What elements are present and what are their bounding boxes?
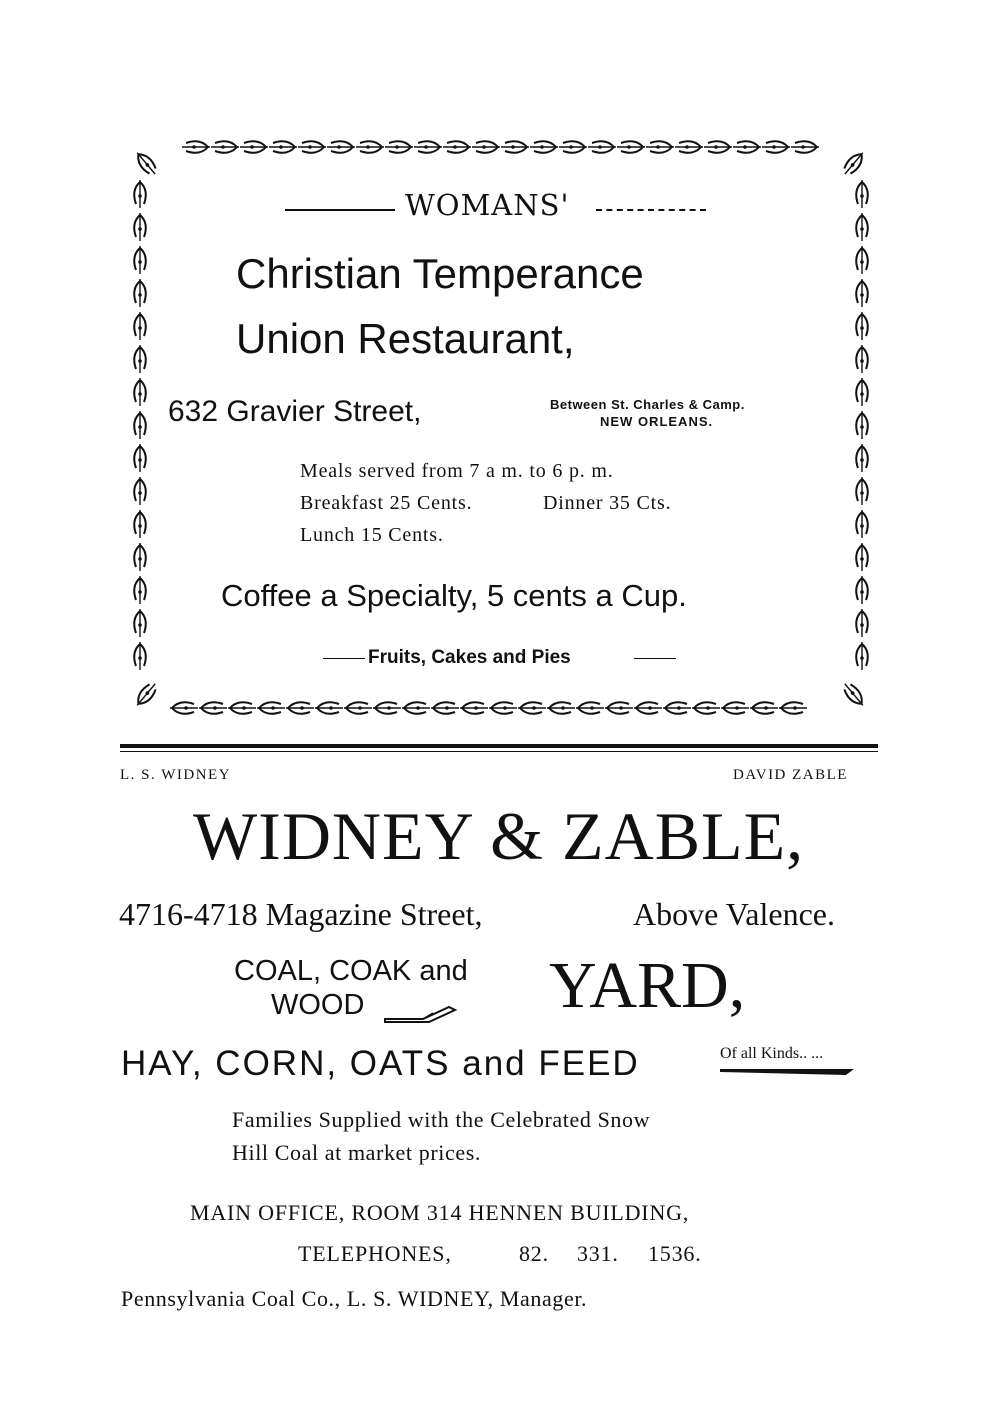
yard-heading: YARD, (549, 949, 746, 1022)
laurel-leaf-icon (840, 149, 867, 178)
laurel-leaf-icon (134, 378, 146, 406)
main-office: MAIN OFFICE, ROOM 314 HENNEN BUILDING, (190, 1200, 690, 1225)
telephone-number: 1536. (648, 1241, 702, 1266)
section-divider-thick (120, 744, 878, 748)
footer-rule-left (323, 658, 365, 659)
laurel-leaf-icon (762, 141, 790, 153)
laurel-leaf-icon (856, 345, 868, 373)
restaurant-cross-streets: Between St. Charles & Camp. (550, 397, 745, 412)
laurel-leaf-icon (134, 246, 146, 274)
laurel-leaf-icon (199, 702, 227, 714)
laurel-leaf-icon (443, 141, 471, 153)
laurel-leaf-icon (134, 411, 146, 439)
laurel-leaf-icon (856, 246, 868, 274)
laurel-leaf-icon (840, 680, 867, 709)
laurel-leaf-icon (646, 141, 674, 153)
laurel-leaf-icon (856, 279, 868, 307)
laurel-leaf-icon (240, 141, 268, 153)
pointing-hand-icon (383, 1001, 459, 1025)
laurel-leaf-icon (856, 609, 868, 637)
telephone-number: 331. (577, 1241, 619, 1266)
underline-swash-icon (718, 1066, 858, 1078)
manager-line: Pennsylvania Coal Co., L. S. WIDNEY, Manager. (121, 1286, 588, 1311)
restaurant-title-line2: Union Restaurant, (236, 315, 575, 362)
laurel-leaf-icon (856, 312, 868, 340)
laurel-leaf-icon (344, 702, 372, 714)
laurel-leaf-icon (856, 576, 868, 604)
laurel-leaf-icon (856, 378, 868, 406)
laurel-leaf-icon (721, 702, 749, 714)
telephone-number: 82. (519, 1241, 549, 1266)
goods-line2: WOOD (271, 989, 365, 1021)
section-divider-thin (120, 751, 878, 752)
restaurant-address: 632 Gravier Street, (168, 395, 422, 428)
laurel-leaf-icon (134, 477, 146, 505)
laurel-leaf-icon (385, 141, 413, 153)
meals-hours: Meals served from 7 a m. to 6 p. m. (300, 460, 614, 482)
laurel-leaf-icon (170, 702, 198, 714)
laurel-leaf-icon (472, 141, 500, 153)
feed-note: Of all Kinds.. ... (720, 1045, 824, 1062)
laurel-leaf-icon (134, 609, 146, 637)
meals-lunch: Lunch 15 Cents. (300, 524, 444, 546)
laurel-leaf-icon (460, 702, 488, 714)
laurel-leaf-icon (588, 141, 616, 153)
partner-right: DAVID ZABLE (733, 767, 848, 783)
laurel-leaf-icon (134, 642, 146, 670)
meals-dinner: Dinner 35 Cts. (543, 492, 672, 514)
laurel-leaf-icon (402, 702, 430, 714)
restaurant-footer: Fruits, Cakes and Pies (368, 647, 571, 668)
laurel-leaf-icon (547, 702, 575, 714)
laurel-leaf-icon (856, 510, 868, 538)
laurel-leaf-icon (576, 702, 604, 714)
laurel-leaf-icon (489, 702, 517, 714)
laurel-leaf-icon (518, 702, 546, 714)
laurel-leaf-icon (133, 680, 160, 709)
laurel-leaf-icon (501, 141, 529, 153)
laurel-leaf-icon (779, 702, 807, 714)
laurel-leaf-icon (733, 141, 761, 153)
laurel-leaf-icon (286, 702, 314, 714)
families-line1: Families Supplied with the Celebrated Snow (232, 1107, 651, 1132)
restaurant-city: NEW ORLEANS. (600, 414, 714, 429)
firm-name: WIDNEY & ZABLE, (193, 798, 805, 874)
footer-rule-right (634, 658, 676, 659)
laurel-leaf-icon (257, 702, 285, 714)
meals-breakfast: Breakfast 25 Cents. (300, 492, 473, 514)
laurel-leaf-icon (856, 213, 868, 241)
laurel-leaf-icon (356, 141, 384, 153)
laurel-leaf-icon (414, 141, 442, 153)
laurel-leaf-icon (634, 702, 662, 714)
laurel-leaf-icon (134, 180, 146, 208)
laurel-leaf-icon (134, 444, 146, 472)
laurel-leaf-icon (692, 702, 720, 714)
laurel-leaf-icon (315, 702, 343, 714)
coffee-specialty: Coffee a Specialty, 5 cents a Cup. (221, 578, 687, 613)
laurel-leaf-icon (675, 141, 703, 153)
laurel-leaf-icon (791, 141, 819, 153)
laurel-leaf-icon (856, 444, 868, 472)
laurel-leaf-icon (559, 141, 587, 153)
coal-address: 4716-4718 Magazine Street, (119, 896, 483, 932)
restaurant-title-line1: Christian Temperance (236, 250, 644, 297)
laurel-leaf-icon (134, 279, 146, 307)
laurel-leaf-icon (134, 543, 146, 571)
laurel-leaf-icon (373, 702, 401, 714)
restaurant-kicker-rule-right (596, 209, 706, 211)
laurel-leaf-icon (134, 312, 146, 340)
laurel-leaf-icon (134, 345, 146, 373)
telephones-label: TELEPHONES, (298, 1241, 452, 1266)
feed-line: HAY, CORN, OATS and FEED (121, 1044, 640, 1083)
laurel-leaf-icon (431, 702, 459, 714)
laurel-leaf-icon (617, 141, 645, 153)
laurel-leaf-icon (228, 702, 256, 714)
coal-address-note: Above Valence. (633, 896, 835, 932)
families-line2: Hill Coal at market prices. (232, 1140, 481, 1165)
laurel-leaf-icon (704, 141, 732, 153)
laurel-leaf-icon (663, 702, 691, 714)
laurel-leaf-icon (134, 576, 146, 604)
laurel-leaf-icon (856, 642, 868, 670)
laurel-leaf-icon (134, 510, 146, 538)
laurel-leaf-icon (856, 543, 868, 571)
laurel-leaf-icon (182, 141, 210, 153)
laurel-leaf-icon (856, 411, 868, 439)
restaurant-kicker-rule-left (285, 209, 395, 211)
laurel-leaf-icon (269, 141, 297, 153)
laurel-leaf-icon (856, 477, 868, 505)
laurel-leaf-icon (211, 141, 239, 153)
laurel-leaf-icon (134, 213, 146, 241)
laurel-leaf-icon (298, 141, 326, 153)
laurel-leaf-icon (856, 180, 868, 208)
laurel-leaf-icon (530, 141, 558, 153)
restaurant-kicker: WOMANS' (405, 188, 570, 222)
partner-left: L. S. WIDNEY (120, 767, 232, 783)
laurel-leaf-icon (605, 702, 633, 714)
laurel-leaf-icon (750, 702, 778, 714)
goods-line1: COAL, COAK and (234, 955, 468, 987)
laurel-leaf-icon (327, 141, 355, 153)
laurel-leaf-icon (133, 149, 160, 178)
